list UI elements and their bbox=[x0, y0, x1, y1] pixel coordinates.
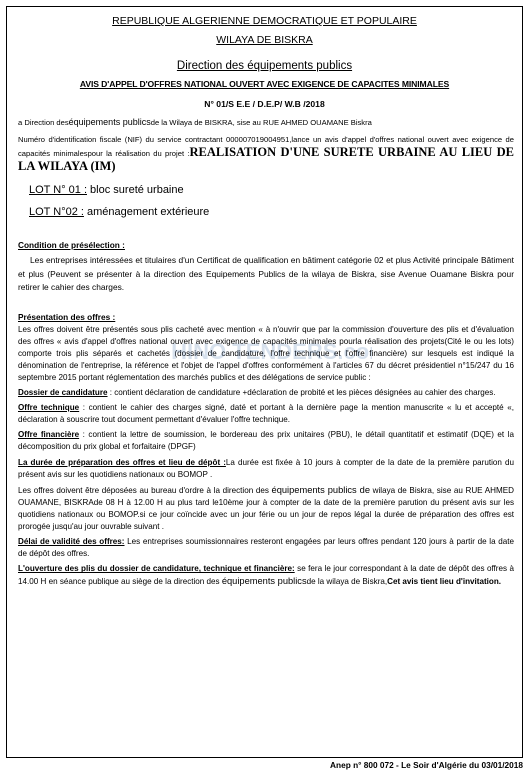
ouverture-plis: L'ouverture des plis du dossier de candidature, technique et financière: se fera le jour correspondant à la date de dépôt des offres à 14.00 H en séance publique au siège de la direction des équipements publicsde la wilaya de Biskra,Cet avis tient lieu d'invitation. bbox=[18, 564, 514, 587]
intro-line1: a Direction deséquipements publicsde la Wilaya de BISKRA, sise au RUE AHMED OUAMANE Biskra bbox=[18, 117, 372, 127]
preselection-text: Les entreprises intéressées et titulaires d'un Certificat de qualification en bâtiment catégorie 02 et plus Activité principale Bâtiment et plus (Peuvent se présenter à la direction des Equipements Publics de la wilaya de Biskra, sise Avenue Ouamane Biskra pour retirer le cahier des charges. bbox=[18, 255, 514, 293]
lot-1: LOT N° 01 : bloc sureté urbaine bbox=[29, 184, 184, 197]
duree-preparation: La durée de préparation des offres et lieu de dépôt :La durée est fixée à 10 jours à compter de la date de la première parution du présent avis sur les quotidiens nationaux ou BOMOP . bbox=[18, 457, 514, 479]
svg-text:RHINO TENDERS.com: HINO TENDERS.co bbox=[172, 339, 370, 364]
validite-offres: Délai de validité des offres: Les entreprises soumissionnaires resteront engagées par leurs offres pendant 120 jours à partir de la date de dépôt des offres. bbox=[18, 537, 514, 559]
reference-number: N° 01/S E.E / D.E.P/ W.B /2018 bbox=[204, 99, 325, 109]
tender-notice bbox=[6, 6, 523, 758]
lot-2: LOT N°02 : aménagement extérieure bbox=[29, 206, 210, 219]
wilaya-header: WILAYA DE BISKRA bbox=[216, 34, 313, 46]
direction-title: Direction des équipements publics bbox=[176, 60, 353, 72]
depot-offres: Les offres doivent être déposées au bureau d'ordre à la direction des équipements publics de wilaya de Biskra, sise au RUE AHMED OUAMANE, BISKRAde 08 H à 12.00 H au plus tard le10ème jour à compter de la date de la première parution du présent avis sur les quotidiens nationaux ou BOMOP.si ce jour coïncide avec un jour férie ou un jour de repos légal la durée de préparation des offres est prorogée jusqu'au jour ouvrable suivant . bbox=[18, 484, 515, 531]
dossier-candidature: Dossier de candidature : contient déclaration de candidature +déclaration de probité et les pièces désignées au cahier des charges. bbox=[18, 388, 496, 398]
presentation-text: Les offres doivent être présentés sous plis cacheté avec mention « à n'ouvrir que par la commission d'ouverture des plis et d'évaluation des offres « avis d'appel d'offres national ouvert avec exigence de capacités minimales pourla réalisation des projets(Cité le ou les lots) comporte trois plis séparés et cachetés (dossier de candidature, l'offre technique et l'offre financière) sur lesquels est indiqué la dénomination de l'entreprise, la référence et l'objet de l'appel d'offres conformément à l'articles 67 du décret présidentiel n°15/247 du 16 septembre 2015 portant réglementation des marchés publics et des délégations de service public : bbox=[18, 324, 514, 382]
avis-title: AVIS D'APPEL D'OFFRES NATIONAL OUVERT AVEC EXIGENCE DE CAPACITES MINIMALES bbox=[79, 79, 450, 89]
project-title: REALISATION D'UNE SURETE URBAINE AU LIEU DE LA WILAYA (IM) bbox=[18, 145, 514, 174]
intro-line2: Numéro d'identification fiscale (NIF) du service contractant 000007019004951,lance un avis d'appel d'offres national ouvert avec exigence de capacités minimalespour la réalisation du projet :REALISATION D'UNE SURETE URBAINE AU LIEU DE LA WILAYA (IM) bbox=[18, 135, 514, 174]
offre-financiere: Offre financière : contient la lettre de soumission, le bordereau des prix unitaires (PBU), le détail quantitatif et estimatif (DQE) et la décomposition du prix global et forfaitaire (DPGF) bbox=[18, 430, 515, 452]
offre-technique: Offre technique : contient le cahier des charges signé, daté et portant à la dernière page la mention manuscrite « lu et accepté «, déclaration à souscrire tout document permettant d'évaluer l'offre technique. bbox=[18, 403, 514, 425]
republic-header: REPUBLIQUE ALGERIENNE DEMOCRATIQUE ET POPULAIRE bbox=[112, 15, 417, 27]
preselection-title: Condition de présélection : bbox=[18, 240, 125, 251]
presentation-title: Présentation des offres : bbox=[18, 311, 116, 322]
footer-source: Anep n° 800 072 - Le Soir d'Algérie du 03/01/2018 bbox=[324, 758, 523, 773]
